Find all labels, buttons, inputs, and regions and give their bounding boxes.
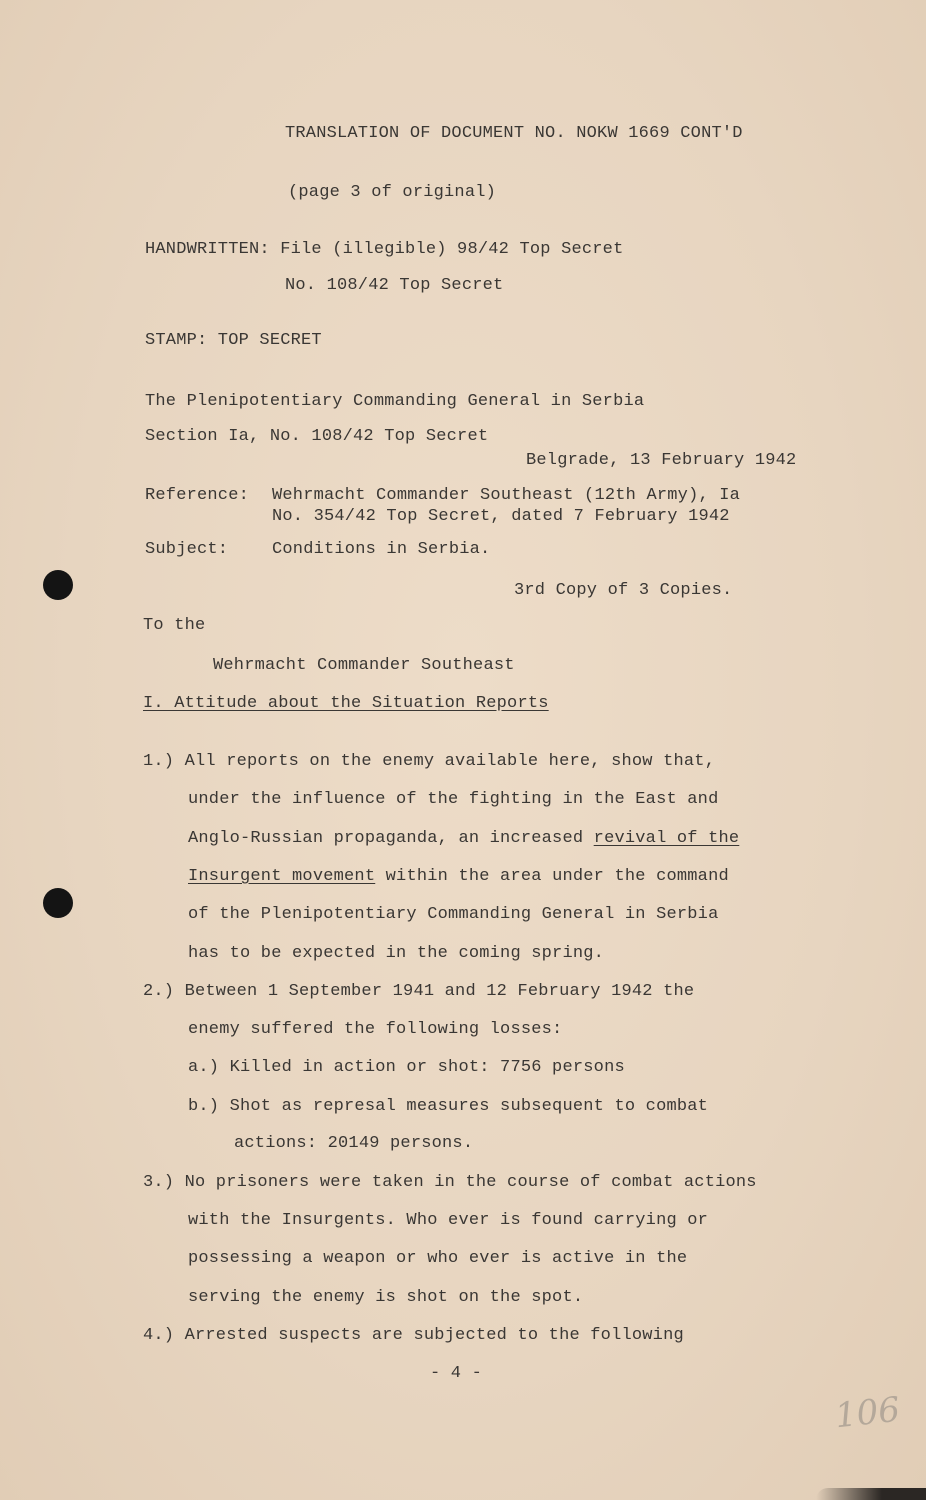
item-1-line-3 bbox=[188, 829, 739, 849]
subject-label: Subject: bbox=[145, 540, 229, 559]
addressee-line-1: To the bbox=[143, 616, 206, 635]
page-number: - 4 - bbox=[430, 1364, 483, 1383]
item-3-line-4: serving the enemy is shot on the spot. bbox=[188, 1288, 584, 1307]
item-1-line-3-text: Anglo-Russian propaganda, an increased bbox=[188, 829, 594, 848]
sender-line-1: The Plenipotentiary Commanding General in Serbia bbox=[145, 392, 645, 411]
item-1-line-5: of the Plenipotentiary Commanding General in Serbia bbox=[188, 905, 719, 924]
item-2-sub-b-line-2: actions: 20149 persons. bbox=[234, 1134, 474, 1153]
item-1-line-4 bbox=[188, 867, 729, 887]
reference-label: Reference: bbox=[145, 486, 250, 505]
punch-hole-upper bbox=[43, 570, 73, 600]
page-reference: (page 3 of original) bbox=[288, 183, 497, 202]
document-title: TRANSLATION OF DOCUMENT NO. NOKW 1669 CONT'D bbox=[285, 124, 743, 143]
item-3-line-3: possessing a weapon or who ever is active in the bbox=[188, 1249, 688, 1268]
item-1-line-6: has to be expected in the coming spring. bbox=[188, 944, 605, 963]
item-4-line-1: 4.) Arrested suspects are subjected to the following bbox=[143, 1326, 684, 1345]
item-2-line-1: 2.) Between 1 September 1941 and 12 February 1942 the bbox=[143, 982, 695, 1001]
item-1-line-4-text: within the area under the command bbox=[375, 867, 729, 886]
item-3-line-1: 3.) No prisoners were taken in the course of combat actions bbox=[143, 1173, 757, 1192]
place-date: Belgrade, 13 February 1942 bbox=[526, 451, 797, 470]
item-3-line-2: with the Insurgents. Who ever is found carrying or bbox=[188, 1211, 709, 1230]
margin-handwriting: 106 bbox=[833, 1389, 902, 1437]
reference-line-1: Wehrmacht Commander Southeast (12th Army), Ia bbox=[272, 486, 741, 505]
addressee-line-2: Wehrmacht Commander Southeast bbox=[213, 656, 515, 675]
item-2-line-2: enemy suffered the following losses: bbox=[188, 1020, 563, 1039]
item-1-underlined-revival: revival of the bbox=[593, 829, 740, 848]
punch-hole-lower bbox=[43, 888, 73, 918]
page-corner-shadow bbox=[816, 1488, 926, 1500]
item-1-line-2: under the influence of the fighting in the East and bbox=[188, 790, 719, 809]
copy-note: 3rd Copy of 3 Copies. bbox=[514, 581, 733, 600]
reference-line-2: No. 354/42 Top Secret, dated 7 February 1942 bbox=[272, 507, 730, 526]
item-1-line-1: 1.) All reports on the enemy available here, show that, bbox=[143, 752, 716, 771]
item-1-underlined-insurgent: Insurgent movement bbox=[188, 867, 376, 886]
sender-line-2: Section Ia, No. 108/42 Top Secret bbox=[145, 427, 489, 446]
subject-text: Conditions in Serbia. bbox=[272, 540, 491, 559]
handwritten-line-2: No. 108/42 Top Secret bbox=[285, 276, 504, 295]
handwritten-line-1: HANDWRITTEN: File (illegible) 98/42 Top Secret bbox=[145, 240, 624, 259]
item-2-sub-b-line-1: b.) Shot as represal measures subsequent to combat bbox=[188, 1097, 709, 1116]
stamp-line: STAMP: TOP SECRET bbox=[145, 331, 322, 350]
section-heading: I. Attitude about the Situation Reports bbox=[143, 694, 549, 713]
item-2-sub-a: a.) Killed in action or shot: 7756 persons bbox=[188, 1058, 625, 1077]
